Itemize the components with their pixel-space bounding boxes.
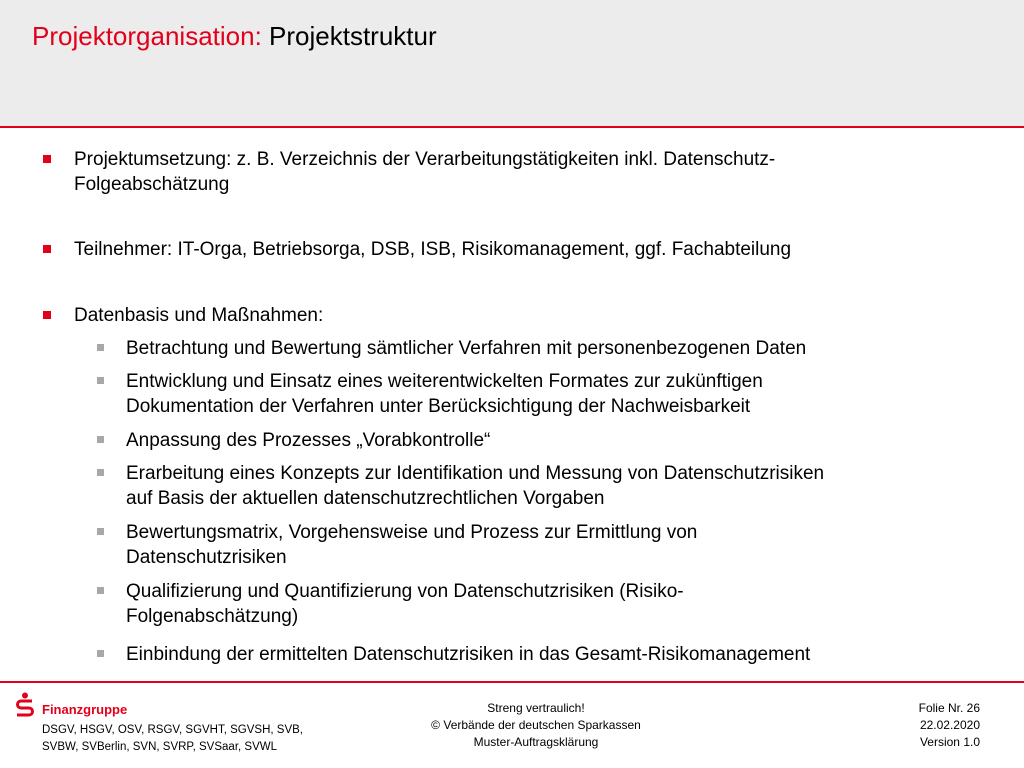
subbullet-line: Erarbeitung eines Konzepts zur Identifikation und Messung von Datenschutzrisiken (126, 463, 825, 484)
grey-square-bullet-icon (97, 528, 104, 535)
associations-line: DSGV, HSGV, OSV, RSGV, SGVHT, SGVSH, SVB, (42, 724, 303, 736)
red-square-bullet-icon (43, 311, 51, 319)
bullet-line: Datenbasis und Maßnahmen: (74, 305, 324, 326)
red-square-bullet-icon (43, 155, 51, 163)
template-name: Muster-Auftragsklärung (473, 735, 599, 749)
subbullet-betrachtung (126, 336, 986, 361)
grey-square-bullet-icon (97, 650, 104, 657)
grey-square-bullet-icon (97, 344, 104, 351)
slide-date: 22.02.2020 (919, 718, 980, 732)
subbullet-anpassung (126, 428, 986, 453)
grey-square-bullet-icon (97, 587, 104, 594)
footer-divider (0, 681, 1024, 683)
subbullet-line: Datenschutzrisiken (126, 547, 287, 568)
confidential-note: Streng vertraulich! (487, 701, 585, 715)
bullet-line: Folgeabschätzung (74, 174, 230, 195)
footer-associations (42, 722, 303, 756)
footer-center (386, 700, 686, 751)
slide-title (32, 18, 437, 54)
title-accent: Projektorganisation: (32, 21, 262, 51)
subbullet-line: auf Basis der aktuellen datenschutzrechtlichen Vorgaben (126, 488, 605, 509)
header-divider (0, 126, 1024, 128)
bullet-datenbasis (74, 303, 974, 328)
bullet-teilnehmer (74, 237, 974, 262)
slide-header (0, 0, 1024, 126)
red-square-bullet-icon (43, 245, 51, 253)
subbullet-line: Anpassung des Prozesses „Vorabkontrolle“ (126, 430, 491, 451)
subbullet-qualifizierung (126, 579, 986, 629)
title-rest: Projektstruktur (261, 21, 437, 51)
subbullet-einbindung (126, 642, 986, 667)
associations-line: SVBW, SVBerlin, SVN, SVRP, SVSaar, SVWL (42, 741, 277, 753)
slide-number: Folie Nr. 26 (918, 701, 980, 715)
sparkasse-logo-icon (14, 692, 36, 718)
grey-square-bullet-icon (97, 377, 104, 384)
footer-right (919, 700, 980, 751)
subbullet-line: Einbindung der ermittelten Datenschutzrisiken in das Gesamt-Risikomanagement (126, 644, 811, 665)
bullet-line: Teilnehmer: IT-Orga, Betriebsorga, DSB, ISB, Risikomanagement, ggf. Fachabteilung (74, 239, 792, 260)
copyright-note: © Verbände der deutschen Sparkassen (431, 718, 641, 732)
subbullet-line: Folgenabschätzung) (126, 606, 299, 627)
subbullet-entwicklung (126, 369, 986, 419)
finanzgruppe-brand: Finanzgruppe (42, 702, 128, 717)
subbullet-line: Entwicklung und Einsatz eines weiterentwickelten Formates zur zukünftigen (126, 371, 763, 392)
grey-square-bullet-icon (97, 436, 104, 443)
slide-version: Version 1.0 (919, 735, 980, 749)
subbullet-line: Bewertungsmatrix, Vorgehensweise und Prozess zur Ermittlung von (126, 522, 698, 543)
subbullet-bewertungsmatrix (126, 520, 986, 570)
subbullet-line: Betrachtung und Bewertung sämtlicher Verfahren mit personenbezogenen Daten (126, 338, 807, 359)
subbullet-line: Dokumentation der Verfahren unter Berücksichtigung der Nachweisbarkeit (126, 396, 751, 417)
subbullet-line: Qualifizierung und Quantifizierung von Datenschutzrisiken (Risiko- (126, 581, 684, 602)
bullet-line: Projektumsetzung: z. B. Verzeichnis der Verarbeitungstätigkeiten inkl. Datenschutz- (74, 149, 776, 170)
grey-square-bullet-icon (97, 469, 104, 476)
bullet-projektumsetzung (74, 147, 974, 197)
subbullet-erarbeitung (126, 461, 986, 511)
